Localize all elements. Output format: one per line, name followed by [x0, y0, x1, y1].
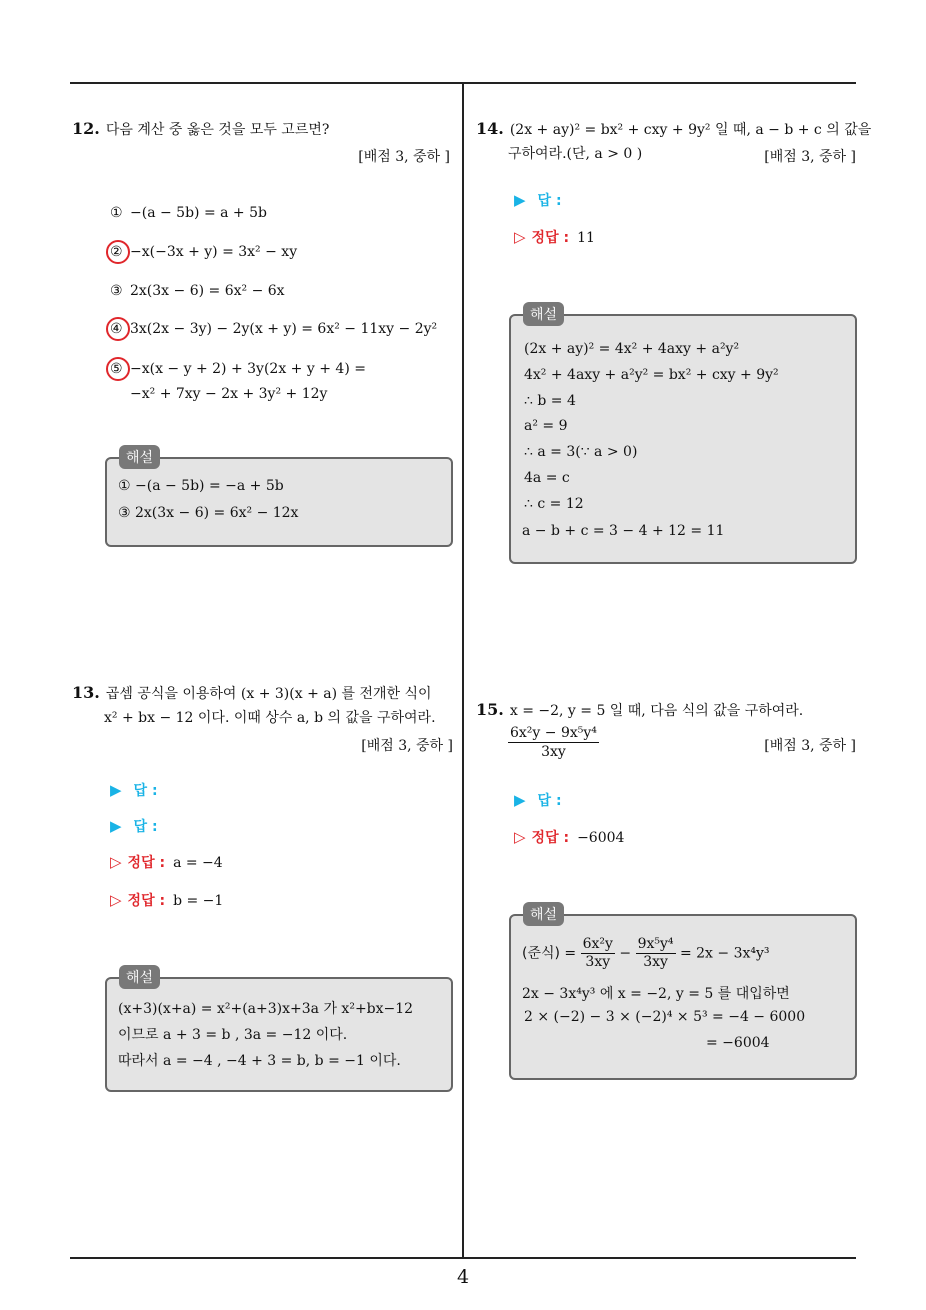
answer-field[interactable]: ▶ 답 :	[514, 791, 562, 809]
correct-answer: ▷ 정답 : −6004	[514, 828, 625, 846]
answer-triangle-icon: ▶	[110, 817, 122, 835]
column-divider	[462, 84, 464, 1258]
solution-line: 4a = c	[524, 470, 570, 486]
correct-triangle-icon: ▷	[110, 891, 122, 909]
question-meta: [배점 3, 중하 ]	[361, 738, 453, 754]
question-13	[72, 680, 457, 707]
selected-mark-4	[106, 317, 130, 341]
selected-mark-5	[106, 357, 130, 381]
correct-triangle-icon: ▷	[514, 828, 526, 846]
question-15	[476, 697, 803, 724]
answer-field[interactable]: ▶ 답 :	[110, 781, 158, 799]
solution-line: (2x + ay)² = 4x² + 4axy + a²y²	[524, 341, 740, 357]
bottom-rule	[70, 1257, 856, 1259]
solution-tag: 해설	[119, 965, 160, 989]
question-number: 13.	[72, 683, 100, 702]
question-meta: [배점 3, 중하 ]	[358, 149, 450, 165]
answer-field[interactable]: ▶ 답 :	[110, 817, 158, 835]
correct-triangle-icon: ▷	[110, 853, 122, 871]
solution-line: a − b + c = 3 − 4 + 12 = 11	[522, 523, 725, 539]
solution-line: a² = 9	[524, 418, 568, 434]
question-15-expression: $\frac{\text{6x²y − 9x⁵y⁴}}{3xy}$	[510, 725, 597, 760]
question-text: 다음 계산 중 옳은 것을 모두 고르면?	[105, 122, 330, 138]
correct-answer: ▷ 정답 : a = −4	[110, 853, 223, 871]
question-text: 곱셈 공식을 이용하여 (x + 3)(x + a) 를 전개한 식이	[105, 686, 432, 702]
solution-box-12	[105, 457, 453, 547]
option-5-continued: −x² + 7xy − 2x + 3y² + 12y	[130, 386, 328, 402]
option-4[interactable]: ④ 3x(2x − 3y) − 2y(x + y) = 6x² − 11xy − 2y²	[110, 321, 438, 337]
option-3[interactable]: ③ 2x(3x − 6) = 6x² − 6x	[110, 283, 285, 299]
question-14	[476, 116, 871, 143]
solution-line: ∴ a = 3(∵ a > 0)	[524, 444, 638, 460]
option-1[interactable]: ① −(a − 5b) = a + 5b	[110, 205, 267, 221]
solution-line: 2 × (−2) − 3 × (−2)⁴ × 5³ = −4 − 6000	[524, 1009, 806, 1025]
selected-mark-2	[106, 240, 130, 264]
answer-triangle-icon: ▶	[110, 781, 122, 799]
correct-answer: ▷ 정답 : b = −1	[110, 891, 224, 909]
question-13-line2: x² + bx − 12 이다. 이때 상수 a, b 의 값을 구하여라.	[104, 710, 436, 726]
question-number: 14.	[476, 119, 504, 138]
solution-tag: 해설	[523, 302, 564, 326]
answer-triangle-icon: ▶	[514, 791, 526, 809]
solution-line: 이므로 a + 3 = b , 3a = −12 이다.	[118, 1027, 348, 1043]
solution-line: ∴ c = 12	[524, 496, 584, 512]
answer-triangle-icon: ▶	[514, 191, 526, 209]
question-number: 15.	[476, 700, 504, 719]
question-meta: [배점 3, 중하 ]	[764, 149, 856, 165]
solution-line: 따라서 a = −4 , −4 + 3 = b, b = −1 이다.	[118, 1053, 401, 1069]
solution-line: ① −(a − 5b) = −a + 5b	[118, 478, 284, 494]
page-number: 4	[456, 1266, 470, 1288]
question-text: x = −2, y = 5 일 때, 다음 식의 값을 구하여라.	[509, 703, 804, 719]
answer-field[interactable]: ▶ 답 :	[514, 191, 562, 209]
question-12	[72, 116, 329, 143]
solution-tag: 해설	[523, 902, 564, 926]
question-14-line2: 구하여라.(단, a > 0 )	[508, 146, 643, 162]
solution-tag: 해설	[119, 445, 160, 469]
correct-answer: ▷ 정답 : 11	[514, 228, 595, 246]
solution-line: (준식) = $\frac{\text{6x²y}}{3xy}$ − $\frac{\text{9x⁵y⁴}}{3xy}$ = 2x − 3x⁴y³	[522, 936, 770, 970]
correct-triangle-icon: ▷	[514, 228, 526, 246]
solution-line: 2x − 3x⁴y³ 에 x = −2, y = 5 를 대입하면	[522, 986, 790, 1002]
question-meta: [배점 3, 중하 ]	[764, 738, 856, 754]
option-5[interactable]: ⑤ −x(x − y + 2) + 3y(2x + y + 4) =	[110, 361, 366, 377]
question-text: (2x + ay)² = bx² + cxy + 9y² 일 때, a − b + c 의 값을	[509, 122, 872, 138]
solution-line: = −6004	[706, 1035, 770, 1051]
question-number: 12.	[72, 119, 100, 138]
solution-line: (x+3)(x+a) = x²+(a+3)x+3a 가 x²+bx−12	[118, 1001, 414, 1017]
solution-line: 4x² + 4axy + a²y² = bx² + cxy + 9y²	[524, 367, 779, 383]
solution-line: ∴ b = 4	[524, 393, 576, 409]
solution-line: ③ 2x(3x − 6) = 6x² − 12x	[118, 505, 299, 521]
option-2[interactable]: ② −x(−3x + y) = 3x² − xy	[110, 244, 298, 260]
